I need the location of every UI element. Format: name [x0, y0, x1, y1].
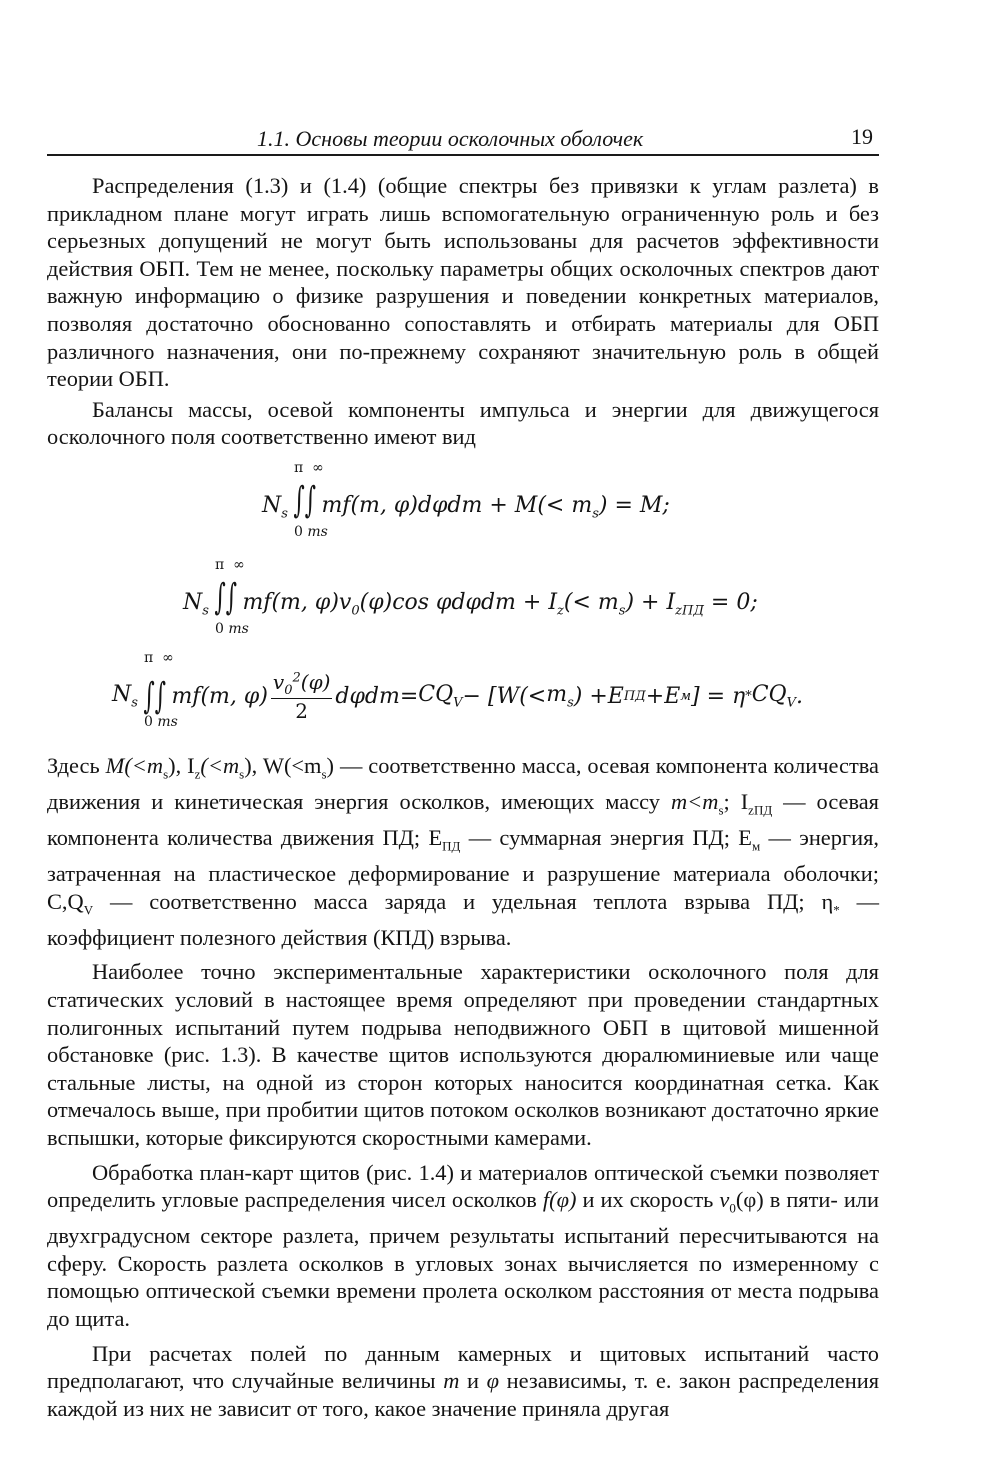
- body-text-lower: [47, 752, 879, 1422]
- f2-lower-limits: 0 ms: [215, 621, 249, 637]
- body-text: [47, 172, 879, 451]
- f2-upper-limits: π ∞: [215, 557, 245, 573]
- page-number: 19: [851, 124, 873, 149]
- paragraph-1: Распределения (1.3) и (1.4) (общие спектры без привязки к углам разлета) в прикладном плане могут играть лишь вспомогательную ограниченную роль и без серьезных допущений не могут быть использованы для расчетов эффективности действия ОБП. Тем не менее, поскольку параметры общих осколочных спектров дают важную информацию о физике разрушения и поведении конкретных материалов, позволяя достаточно обоснованно сопоставлять и отбирать материалы для ОБП различного назначения, они по-прежнему сохраняют значительную роль в общей теории ОБП.: [47, 173, 879, 392]
- formula-3-text: $N_s$ ∫∫ mf ( m , φ) $\frac{v_0^2(\varphi)}{2}$ d φ dm = $CQ_V$ − [ W (< $m_s$ ) + E ПД + E м ] = η * $CQ_V$ .: [112, 670, 803, 723]
- fraction-v0-squared: $\frac{v_0^2(\varphi)}{2}$: [272, 670, 331, 723]
- formula-1-text: $N_s$ ∫∫ mf(m, $\varphi)d\varphi dm + M(< m_s) = M$;: [262, 480, 670, 522]
- paragraph-3: Здесь $M(<m_s)$, $I_z(<m_s)$, $W(<m_s)$ — соответственно масса, осевая компонента количества движения и кинетическая энергия осколков, имеющих массу $m<m_s$; $I_{zПД}$ — осевая компонента количества движения ПД; $E_{ПД}$ — суммарная энергия ПД; $E_м$ — энергия, затраченная на пластическое деформирование и разрушение материала оболочки; $C,Q_V$ — соответственно масса заряда и удельная теплота взрыва ПД; $\eta_*$ — коэффициент полезного действия (КПД) взрыва.: [47, 753, 879, 950]
- paragraph-2: Балансы массы, осевой компоненты импульса и энергии для движущегося осколочного поля соответственно имеют вид: [47, 396, 879, 450]
- f1-upper-limits: π ∞: [294, 460, 324, 476]
- formula-impulse-balance: [47, 555, 879, 645]
- f3-upper-limits: π ∞: [144, 650, 174, 666]
- f1-lower-limits: 0 ms: [294, 524, 328, 540]
- running-header: [47, 124, 879, 156]
- f3-lower-limits: 0 ms: [144, 714, 178, 730]
- header-title: 1.1. Основы теории осколочных оболочек: [257, 126, 644, 151]
- paragraph-6: При расчетах полей по данным камерных и щитовых испытаний часто предполагают, что случайные величины m и φ независимы, т. е. закон распределения каждой из них не зависит от того, какое значение приняла другая: [47, 1340, 879, 1421]
- formula-energy-balance: [47, 648, 879, 738]
- formula-mass-balance: [47, 458, 879, 548]
- paragraph-4: Наиболее точно экспериментальные характеристики осколочного поля для статических условий в настоящее время определяют при проведении стандартных полигонных испытаний путем подрыва неподвижного ОБП в щитовой мишенной обстановке (рис. 1.3). В качестве щитов используются дюралюминиевые или чаще стальные листы, на одной из сторон которых наносится координатная сетка. Как отмечалось выше, при пробитии щитов потоком осколков возникают достаточно яркие вспышки, которые фиксируются скоростными камерами.: [47, 959, 879, 1150]
- formula-2-text: $N_s$ ∫∫ mf(m, $\varphi)v_0(\varphi)\cos$ $\varphi d\varphi dm + I_z(< m_s) + I_{zПД} = 0$;: [183, 577, 758, 619]
- paragraph-5: Обработка план-карт щитов (рис. 1.4) и материалов оптической съемки позволяет определить угловые распределения чисел осколков f(φ) и их скорость $v_0(\varphi)$ в пяти- или двухградусном секторе разлета, причем результаты испытаний пересчитываются на сферу. Скорость разлета осколков в угловых зонах вычисляется по измеренному с помощью оптической съемки времени пролета осколком расстояния от места подрыва до щита.: [47, 1159, 879, 1332]
